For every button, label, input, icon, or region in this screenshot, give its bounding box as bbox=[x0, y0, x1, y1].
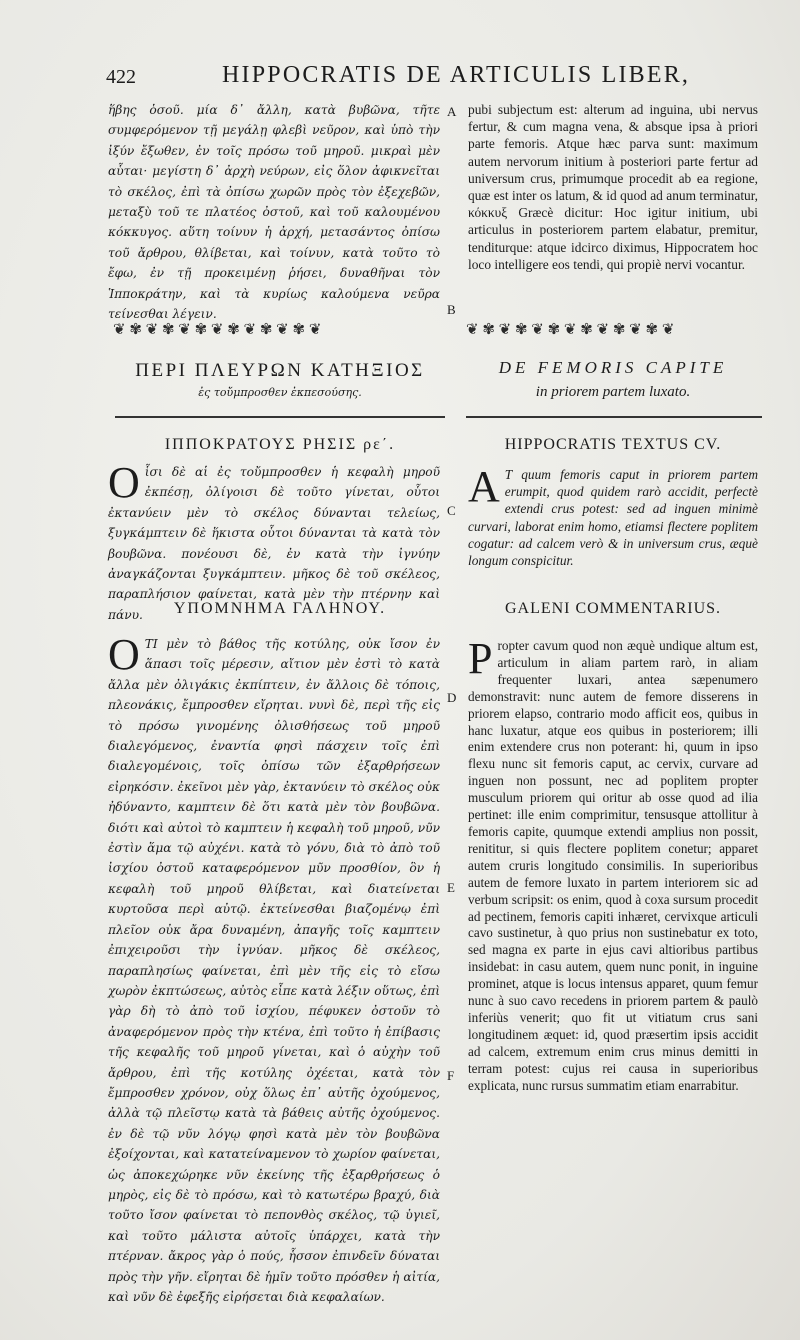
latin-commentary-heading: GALENI COMMENTARIUS. bbox=[504, 600, 722, 617]
greek-text-heading: ΙΠΠΟΚΡΑΤΟΥΣ ΡΗΣΙΣ ρε΄. bbox=[164, 436, 396, 453]
latin-drop-cap: A bbox=[468, 462, 500, 511]
ornament-glyphs: ❦ ✾ ❦ ✾ ❦ ✾ ❦ ✾ ❦ ✾ ❦ ✾ ❦ bbox=[466, 322, 675, 338]
page-number: 422 bbox=[106, 66, 136, 88]
latin-commentary-body bbox=[468, 634, 758, 1158]
ornament-glyphs: ❦ ✾ ❦ ✾ ❦ ✾ ❦ ✾ ❦ ✾ ❦ ✾ ❦ bbox=[113, 322, 322, 338]
greek-commentary-body bbox=[108, 630, 440, 1304]
latin-section-subtitle: in priorem partem luxato. bbox=[535, 384, 691, 400]
greek-section-title: ΠΕΡΙ ΠΛΕΥΡΩΝ ΚΑΤΗΞΙΟΣ bbox=[135, 360, 425, 381]
latin-section-title: DE FEMORIS CAPITE bbox=[498, 358, 728, 377]
greek-text-paragraph: ἷσι δὲ αἱ ἐς τοὔμπροσθεν ἡ κεφαλὴ μηροῦ ἐκπέσῃ, ὀλίγοισι δὲ τοῦτο γίνεται, οὗτοι ἐκτανύειν μὲν τὸ σκέλος δύνανται τελείως, ξυγκάμπτειν δὲ ἥκιστα οὗτοι δύνανται τὰ κατὰ τὸν βουβῶνα. πονέουσι δὲ, ἐν κατὰ τὴν ἰγνύην ἀναγκάζονται ξυγκάμπτειν. μῆκος δὲ τοῦ σκέλεος, παραπλήσιον φαίνεται, κατὰ μὲν τὴν πτέρνην καὶ πάνυ. bbox=[108, 465, 440, 622]
margin-letter-f: F bbox=[447, 1068, 455, 1083]
latin-text-paragraph: T quum femoris caput in priorem partem erumpit, quod quidem rarò accidit, perfectè extendi crus potest: sed ad inguen minimè curvari, laborat enim homo, etiamsi flectere poplitem cogatur: ad calcem verò & in universum crus, æquè longum conspicitur. bbox=[468, 467, 758, 569]
running-title: HIPPOCRATIS DE ARTICULIS LIBER, bbox=[222, 62, 691, 88]
latin-text-body bbox=[468, 462, 758, 594]
greek-section-subtitle: ἐς τοὔμπροσθεν ἐκπεσούσης. bbox=[198, 386, 362, 399]
latin-commentary-drop-cap: P bbox=[468, 634, 493, 683]
ornament-band-right bbox=[466, 322, 762, 338]
greek-commentary-drop-cap: O bbox=[108, 630, 140, 679]
greek-commentary-heading: ΥΠΟΜΝΗΜΑ ΓΑΛΗΝΟΥ. bbox=[173, 600, 387, 617]
latin-commentary-paragraph: ropter cavum quod non æquè undique altum est, articulum in aliam partem rarò, in aliam frequenter luxari, antea sæpenumero demonstravit: nunc autem de femore disserens in priorem elapso, contrario modo afficit eos, quibus in hanc luxatur, atque eos quibus in posteriorem; illi enim extendere crus non poterant: hi, quum in ipso flexu nunc sit femoris caput, ac cervix, curvare ad inguen non possunt, nec ad poplitem propter musculum priorem qui oritur ab osse quod ad ilia pertinet: ille enim comprimitur, tensusque attollitur à femoris capite, quumque extendi amplius non possit, renititur, si quis flectere poplitem conetur; apparet autem cruris longitudo consimilis. In superioribus autem de femore luxato in partem interiorem sic ad verbum scripsit: os enim, quod à coxa sursum procedit ad pectinem, femoris capiti inhæret, cervixque articuli cavo sustinetur, à quo prius non sustinebatur ex toto, sed magna ex parte in ejus cavi altioribus partibus insidebat: in casu autem, quem nunc ponit, in inguine prominet, atque is locus intensus apparet, quum femur nunc à suo cavo recedens in priorem partem & paulò inferiùs venerit; quo fit ut vitiatum crus sani longitudinem æquet: id, quod præsertim ipsis accidit ad calcem, extremum enim crus minus demitti in terram potest: cujus rei causa in superioribus explicata, nunc rursus summatim etiam enarrabitur. bbox=[468, 638, 758, 1093]
top-latin-text: pubi subjectum est: alterum ad inguina, ubi nervus fertur, & cum magna vena, & absque ipsa à priori parte femoris. Atque hæc parva sunt: maximum autem nervorum initium à posteriori parte fertur ad universum crus, primumque procedit ab ea regione, quæ est inter os latum, & id quod ad anum terminatur, κόκκυξ Græcè dicitur: Hoc igitur initium, ubi articulus in posteriorem partem elabatur, premitur, tenditurque: atque idcirco diximus, Hippocratem hoc loco intelligere eos tendi, qui propiè nervi vocantur. bbox=[468, 102, 758, 272]
margin-letter-a: A bbox=[447, 104, 457, 119]
ornament-band-left bbox=[113, 322, 445, 338]
greek-drop-cap: O bbox=[108, 458, 140, 507]
rule-right bbox=[466, 416, 762, 418]
margin-letter-b: B bbox=[447, 302, 456, 317]
top-greek-text: ἥβης ὁσοῦ. μία δ᾽ ἄλλη, κατὰ βυβῶνα, τῆτε συμφερόμενον τῇ μεγάλῃ φλεβὶ νεῦρον, καὶ ὑπὸ τὴν ἰξύν ἔξωθεν, ἐν τοῖς πρόσω τοῦ μηροῦ. μικραὶ μὲν αὗται· μεγίστη δ᾽ ἀρχὴ νεύρων, εἰς ὅλον ἀφικνεῖται τὸ σκέλος, ἐπὶ τὰ ὀπίσω χωρῶν πρὸς τὸν ἐξεχεβῶν, μεταξὺ τοῦ τε πλατέος ὀστοῦ, καὶ τοῦ καλουμένου κόκκυγος. αὕτη τοίνυν ἡ ἀρχή, μετασάντος ὀπίσω τοῦ ἄρθρου, θλίβεται, καὶ τοίνυν, κατὰ τοῦτο τὸ ἔφω, ἐν τῇ προκειμένῃ ῥήσει, δυναθῆναι τὸν Ἱπποκράτην, καὶ τὰ κυρίως καλούμενα νεῦρα τείνεσθαι λέγειν. bbox=[108, 103, 440, 322]
rule-left bbox=[115, 416, 445, 418]
latin-text-heading: HIPPOCRATIS TEXTUS CV. bbox=[504, 436, 722, 453]
greek-commentary-paragraph: ΤΙ μὲν τὸ βάθος τῆς κοτύλης, οὐκ ἴσον ἐν ἅπασι τοῖς μέρεσιν, αἴτιον μὲν ἐστὶ τὸ κατὰ ἄλλα μὲν ὀλιγάκις ἐκπίπτειν, ἐν ἄλλοις δὲ τόποις, πλεονάκις, ἔμπροσθεν εἴρηται. νυνὶ δὲ, περὶ τῆς εἰς τὸ πρόσω γινομένης ὀλισθήσεως τοῦ μηροῦ διαλεγόμενος, ἐναντία φησὶ πάσχειν τοῖς ἐπὶ διαλεγομένοις, τοῖς ὀπίσω τῶν ἐξαρθρήσεων εἰρηκόσιν. ἐκεῖνοι μὲν γὰρ, ἐκτανύειν τὸ σκέλος οὐκ ἠδύναντο, καμπτειν δὲ ὅτι κατὰ μὲν τὸν βουβῶνα. διότι καὶ αὐτοὶ τὸ καμπτειν ἡ κεφαλὴ τοῦ μηροῦ, νῦν ἐστὶν ἅμα τῷ αὐχένι. κατὰ τὸ γόνυ, διὰ τὸ ἀπὸ τοῦ ἰσχίου ὀστοῦ καταφερόμενον μῦν προσθίον, ὃν ἡ κεφαλὴ τοῦ μηροῦ θλίβεται, καὶ διατείνεται κυρτοῦσα περὶ αὐτῷ. ἐκτείνεσθαι βιαζομένῳ ἐπὶ πλεῖον οὐκ ἄρα δυναμένη, ἀπαγῆς τοῖς καμπτειν ἐπιχειροῦσι τὴν ἰγνύαν. μῆκος δὲ σκέλεος, παραπλησίως φαίνεται, ἐπὶ μὲν τῆς εἰς τὸ εἴσω χωρὸν ἐκπτώσεως, αὐτὸς εἶπε κατὰ λέξιν οὕτως, ἐπὶ γὰρ δὴ τὸ ἀπὸ τοῦ ἰσχίου, πέφυκεν ὀστοῦν τὸ ἀναφερόμενον πρὸς τὴν κτένα, ἐπὶ τοῦτο ἡ ἐπίβασις τῆς κεφαλῆς τοῦ μηροῦ γίνεται, καὶ ὁ αὐχὴν τοῦ ἄρθρου, ἐπὶ τῆς κοτύλης ὀχέεται, κατὰ τὸν ἔμπροσθεν χρόνον, οὐχ ὅλως ἐπ᾽ αὐτῆς ὀχούμενος, ἀλλὰ τῷ πλεῖστῳ κατὰ τὰ βάθεις αὐτῆς ὀχούμενος. ἐν δὲ τῷ νῦν λόγῳ φησὶ κατὰ μὲν τὸν βουβῶνα ἐξοίχονται, καὶ κατατείναμενον τὸ χωρίον φαίνεται, ὡς ἀποκεχώρηκε νῦν ἐκείνης τῆς ἐξαρθρήσεως ὁ μηρὸς, εἰς δὲ τὸ πρόσω, καὶ τὸ κατωτέρω βραχύ, διὰ τοῦτο ἴσον φαίνεται τὸ πεπονθὸς σκέλος, τῷ ὑγιεῖ, καὶ τοῦτο μάλιστα αὐτοῖς ὑπάρχει, κατὰ τὴν πτέρναν. ἄκρος γὰρ ὁ πούς, ἧσσον ἐπινδεῖν δύναται πρὸς τὴν γῆν. εἴρηται δὲ ἡμῖν τοῦτο πρόσθεν ἡ αἰτία, καὶ νῦν δὲ ἐφεξῆς εἰρήσεται διὰ κεφαλαίων. bbox=[108, 637, 440, 1304]
margin-letter-e: E bbox=[447, 880, 455, 895]
margin-letter-c: C bbox=[447, 503, 456, 518]
margin-letter-d: D bbox=[447, 690, 457, 705]
